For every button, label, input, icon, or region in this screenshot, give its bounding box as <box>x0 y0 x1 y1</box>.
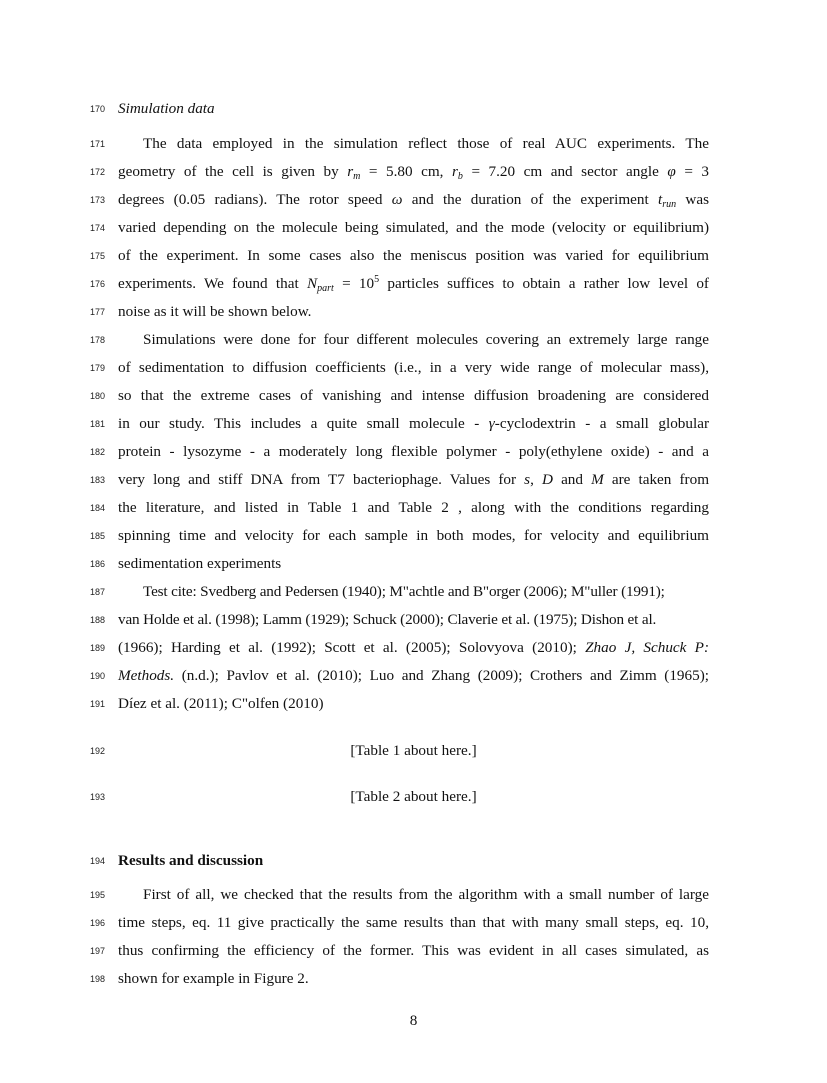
line-number: 171 <box>89 139 105 149</box>
text-line <box>0 884 827 906</box>
line-number: 184 <box>89 503 105 513</box>
text-line <box>0 161 827 183</box>
line-number: 193 <box>89 792 105 802</box>
paragraph-text: Test cite: Svedberg and Pedersen (1940); M"achtle and B"orger (2006); M"uller (1991); <box>143 583 665 600</box>
text-line <box>0 385 827 407</box>
line-number: 185 <box>89 531 105 541</box>
paragraph-text: The data employed in the simulation reflect those of real AUC experiments. The <box>143 135 709 152</box>
text-line <box>0 133 827 155</box>
paragraph-text: of the experiment. In some cases also the meniscus position was varied for equilibrium <box>118 247 709 264</box>
paragraph-text: van Holde et al. (1998); Lamm (1929); Schuck (2000); Claverie et al. (1975); Dishon et al. <box>118 611 657 628</box>
text-line <box>0 665 827 687</box>
text-line <box>0 301 827 323</box>
line-number: 172 <box>89 167 105 177</box>
section-heading: Simulation data <box>118 100 215 117</box>
text-line <box>0 413 827 435</box>
paragraph-text: thus confirming the efficiency of the former. This was evident in all cases simulated, as <box>118 942 709 959</box>
paragraph-text: so that the extreme cases of vanishing and intense diffusion broadening are considered <box>118 387 709 404</box>
line-number: 170 <box>89 104 105 114</box>
text-line <box>0 525 827 547</box>
line-number: 179 <box>89 363 105 373</box>
paragraph-text: degrees (0.05 radians). The rotor speed ω and the duration of the experiment trun was <box>118 191 709 210</box>
text-line <box>0 968 827 990</box>
line-number: 177 <box>89 307 105 317</box>
line-number: 196 <box>89 918 105 928</box>
line-number: 195 <box>89 890 105 900</box>
line-number: 192 <box>89 746 105 756</box>
paragraph-text: very long and stiff DNA from T7 bacteriophage. Values for s, D and M are taken from <box>118 471 710 488</box>
paragraph-text: of sedimentation to diffusion coefficients (i.e., in a very wide range of molecular mass), <box>118 359 709 376</box>
paragraph-text: Methods. (n.d.); Pavlov et al. (2010); Luo and Zhang (2009); Crothers and Zimm (1965); <box>118 667 709 684</box>
paragraph-text: noise as it will be shown below. <box>118 303 312 320</box>
line-number: 191 <box>89 699 105 709</box>
line-number: 188 <box>89 615 105 625</box>
paragraph-text: varied depending on the molecule being simulated, and the mode (velocity or equilibrium) <box>118 219 709 236</box>
line-number: 183 <box>89 475 105 485</box>
paragraph-text: sedimentation experiments <box>118 555 282 572</box>
line-number: 181 <box>89 419 105 429</box>
text-line <box>0 609 827 631</box>
table-placeholder: [Table 1 about here.] <box>350 742 477 759</box>
line-number: 174 <box>89 223 105 233</box>
line-number: 190 <box>89 671 105 681</box>
text-line <box>0 912 827 934</box>
paragraph-text: experiments. We found that Npart = $10^5$ particles suffices to obtain a rather low level of <box>118 274 709 294</box>
line-number: 173 <box>89 195 105 205</box>
page-number: 8 <box>409 1012 418 1029</box>
section-heading-line <box>0 98 827 120</box>
text-line <box>0 245 827 267</box>
paragraph-text: Díez et al. (2011); C"olfen (2010) <box>118 695 324 712</box>
paragraph-text: (1966); Harding et al. (1992); Scott et al. (2005); Solovyova (2010); Zhao J, Schuck P: <box>118 639 709 656</box>
text-line <box>0 441 827 463</box>
paragraph-text: the literature, and listed in Table 1 and Table 2 , along with the conditions regarding <box>118 499 709 516</box>
line-number: 198 <box>89 974 105 984</box>
text-line <box>0 189 827 211</box>
line-number: 182 <box>89 447 105 457</box>
text-line <box>0 693 827 715</box>
line-number: 176 <box>89 279 105 289</box>
paragraph-text: First of all, we checked that the results from the algorithm with a small number of large <box>143 886 709 903</box>
table-placeholder: [Table 2 about here.] <box>350 788 477 805</box>
text-line <box>0 581 827 603</box>
text-line <box>0 497 827 519</box>
line-number: 178 <box>89 335 105 345</box>
paragraph-text: Simulations were done for four different molecules covering an extremely large range <box>143 331 709 348</box>
paragraph-text: protein - lysozyme - a moderately long flexible polymer - poly(ethylene oxide) - and a <box>118 443 709 460</box>
text-line <box>0 469 827 491</box>
line-number: 186 <box>89 559 105 569</box>
line-number: 194 <box>89 856 105 866</box>
line-number: 175 <box>89 251 105 261</box>
text-line <box>0 940 827 962</box>
paragraph-text: geometry of the cell is given by rm = 5.80 cm, rb = 7.20 cm and sector angle φ = 3 <box>118 163 710 182</box>
text-line <box>0 637 827 659</box>
section-heading: Results and discussion <box>118 852 264 869</box>
line-number: 180 <box>89 391 105 401</box>
paragraph-text: spinning time and velocity for each sample in both modes, for velocity and equilibrium <box>118 527 709 544</box>
line-number: 197 <box>89 946 105 956</box>
section-heading-line <box>0 850 827 872</box>
text-line <box>0 553 827 575</box>
text-line <box>0 273 827 295</box>
text-line <box>0 357 827 379</box>
paragraph-text: time steps, eq. 11 give practically the same results than that with many small steps, eq. 10, <box>118 914 709 931</box>
paragraph-text: shown for example in Figure 2. <box>118 970 309 987</box>
text-line <box>0 217 827 239</box>
text-line <box>0 329 827 351</box>
line-number: 187 <box>89 587 105 597</box>
table-placeholder-line <box>0 740 827 762</box>
paragraph-text: in our study. This includes a quite small molecule - γ-cyclodextrin - a small globular <box>118 415 710 432</box>
table-placeholder-line <box>0 786 827 808</box>
line-number: 189 <box>89 643 105 653</box>
